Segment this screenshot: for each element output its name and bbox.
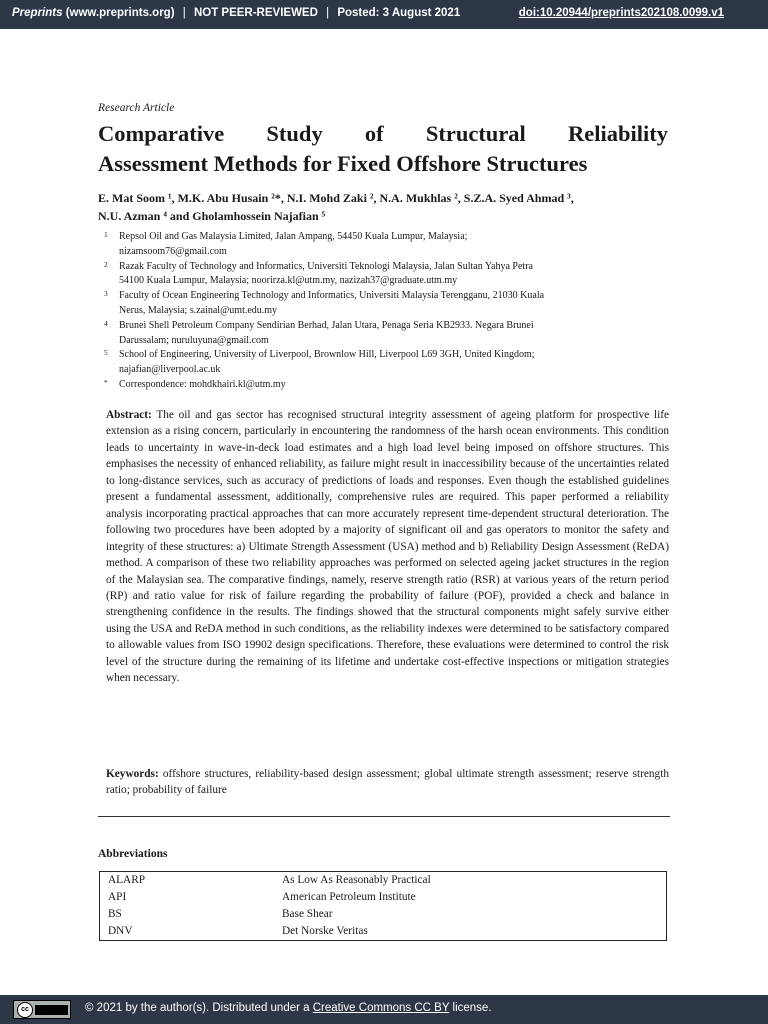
affiliation-number: 5 bbox=[104, 348, 108, 358]
review-status: NOT PEER-REVIEWED bbox=[193, 7, 318, 19]
affiliation-line: School of Engineering, University of Liverpool, Brownlow Hill, Liverpool L69 3GH, United Kingdom; bbox=[119, 349, 535, 361]
abbreviation-cell: BS bbox=[108, 908, 122, 920]
affiliation-line: najafian@liverpool.ac.uk bbox=[119, 364, 221, 376]
abstract bbox=[106, 407, 669, 687]
header-separator: | bbox=[326, 7, 330, 19]
affiliation-number: 2 bbox=[104, 259, 108, 269]
affiliation-line: Nerus, Malaysia; s.zainal@umt.edu.my bbox=[119, 304, 278, 316]
affiliation-list bbox=[104, 230, 670, 393]
table-row bbox=[100, 872, 667, 890]
abbreviation-cell: DNV bbox=[108, 925, 133, 937]
abbreviations-body bbox=[100, 872, 667, 941]
affiliation-line: 54100 Kuala Lumpur, Malaysia; noorirza.kl@utm.my, nazizah37@graduate.utm.my bbox=[119, 275, 458, 287]
abbreviations-table bbox=[99, 871, 667, 941]
keywords-text: offshore structures, reliability-based design assessment; global ultimate strength assessment; reserve strength ratio; probability of failure bbox=[106, 768, 669, 797]
cc-license-link[interactable]: Creative Commons CC BY bbox=[312, 1002, 450, 1014]
table-row bbox=[100, 906, 667, 923]
affiliation-line: Darussalam; nuruluyuna@gmail.com bbox=[119, 334, 269, 346]
definition-cell: American Petroleum Institute bbox=[282, 891, 416, 903]
keywords-label: Keywords: bbox=[106, 768, 159, 780]
header-left bbox=[12, 7, 460, 19]
title-line-1: Comparative Study of Structural Reliability bbox=[98, 121, 668, 146]
author-list bbox=[98, 190, 668, 225]
affiliation-item bbox=[104, 348, 670, 378]
posted-date: Posted: 3 August 2021 bbox=[337, 7, 461, 19]
affiliation-item bbox=[104, 230, 670, 260]
definition-cell: Base Shear bbox=[282, 908, 333, 920]
doi-link[interactable]: doi:10.20944/preprints202108.0099.v1 bbox=[518, 7, 724, 19]
cc-by-badge-icon[interactable] bbox=[13, 1000, 71, 1019]
abbreviations-heading: Abbreviations bbox=[98, 848, 168, 860]
affiliation-line: nizamsoom76@gmail.com bbox=[119, 245, 227, 257]
table-row bbox=[100, 889, 667, 906]
abstract-label: Abstract: bbox=[106, 409, 152, 421]
affiliation-item bbox=[104, 289, 670, 319]
preprints-url[interactable]: (www.preprints.org) bbox=[65, 7, 175, 19]
license-text bbox=[85, 1002, 492, 1014]
paper-title bbox=[98, 119, 668, 179]
abbreviation-cell: API bbox=[108, 891, 127, 903]
affiliation-number: 1 bbox=[104, 230, 108, 239]
preprints-brand[interactable]: Preprints bbox=[12, 7, 63, 19]
affiliation-number: 4 bbox=[104, 318, 108, 328]
cc-circle-icon: cc bbox=[17, 1002, 33, 1018]
license-suffix: license. bbox=[452, 1002, 492, 1014]
affiliation-number: * bbox=[104, 377, 108, 387]
affiliation-number: 3 bbox=[104, 289, 108, 299]
copyright-text: © 2021 by the author(s). Distributed under a bbox=[85, 1002, 310, 1014]
authors-line-2: N.U. Azman ⁴ and Gholamhossein Najafian ⁵ bbox=[98, 208, 326, 223]
preprint-header-bar bbox=[0, 0, 768, 29]
license-footer bbox=[0, 995, 768, 1024]
cc-badge-bar bbox=[35, 1005, 68, 1015]
affiliation-item bbox=[104, 260, 670, 290]
header-separator: | bbox=[182, 7, 186, 19]
affiliation-line: Brunei Shell Petroleum Company Sendirian Berhad, Jalan Utara, Penaga Seria KB2933. Negara Brunei bbox=[119, 319, 534, 331]
keywords bbox=[106, 766, 669, 799]
definition-cell: Det Norske Veritas bbox=[282, 925, 368, 937]
abbreviation-cell: ALARP bbox=[108, 874, 146, 886]
article-type: Research Article bbox=[98, 102, 175, 114]
affiliation-item bbox=[104, 378, 670, 393]
affiliation-line: Faculty of Ocean Engineering Technology and Informatics, Universiti Malaysia Terengganu, 21030 Kuala bbox=[119, 290, 545, 302]
title-line-2: Assessment Methods for Fixed Offshore Structures bbox=[98, 151, 588, 176]
authors-line-1: E. Mat Soom ¹, M.K. Abu Husain ²*, N.I. Mohd Zaki ², N.A. Mukhlas ², S.Z.A. Syed Ahmad ³, bbox=[98, 191, 574, 205]
table-row bbox=[100, 923, 667, 941]
section-divider bbox=[98, 816, 670, 817]
affiliation-line: Razak Faculty of Technology and Informatics, Universiti Teknologi Malaysia, Jalan Sultan Yahya Petra bbox=[119, 260, 533, 272]
abstract-text: The oil and gas sector has recognised structural integrity assessment of ageing platform for prospective life extension as a rising concern, particularly in encountering the randomness of the harsh ocean environments. This condition leads to uncertainty in wave-in-deck load estimates and a high load level being imposed on offshore structures. This emphasises the necessity of enhanced reliability, as failure might result in inaccessibility because of the uncertainties related to long-distance services, such as accuracy of predictions of loads and responses. Even though the established guidelines present a fundamental assessment, additionally, comprehensive rules are required. This paper performed a reliability analysis incorporating practical approaches that can more accurately represent time-dependent structural deterioration. The following two procedures have been adopted by a majority of significant oil and gas operators to monitor the safety and integrity of these structures: a) Ultimate Strength Assessment (USA) method and b) Reliability Design Assessment (ReDA) method. A comparison of these two reliability approaches was performed on selected ageing jacket structures in the region of the Malaysian sea. The comparative findings, namely, reserve strength ratio (RSR) at various years of the return period (RP) and ratio value for risk of failure regarding the probability of failure (POF), provided a check and balance in strengthening confidence in the results. The findings showed that the structural components might safely survive either using the USA and ReDA method in such conditions, as the reliability indexes were determined to be satisfactory compared to allowable values from ISO 19902 design specifications. Therefore, these evaluations were determined to control the risk level of the structure during the remaining of its lifetime and undertake cost-effective inspections or mitigation strategies when necessary. bbox=[106, 409, 669, 685]
affiliation-item bbox=[104, 319, 670, 349]
affiliation-line: Correspondence: mohdkhairi.kl@utm.my bbox=[119, 378, 286, 390]
definition-cell: As Low As Reasonably Practical bbox=[282, 874, 431, 886]
affiliation-line: Repsol Oil and Gas Malaysia Limited, Jalan Ampang, 54450 Kuala Lumpur, Malaysia; bbox=[119, 231, 468, 242]
